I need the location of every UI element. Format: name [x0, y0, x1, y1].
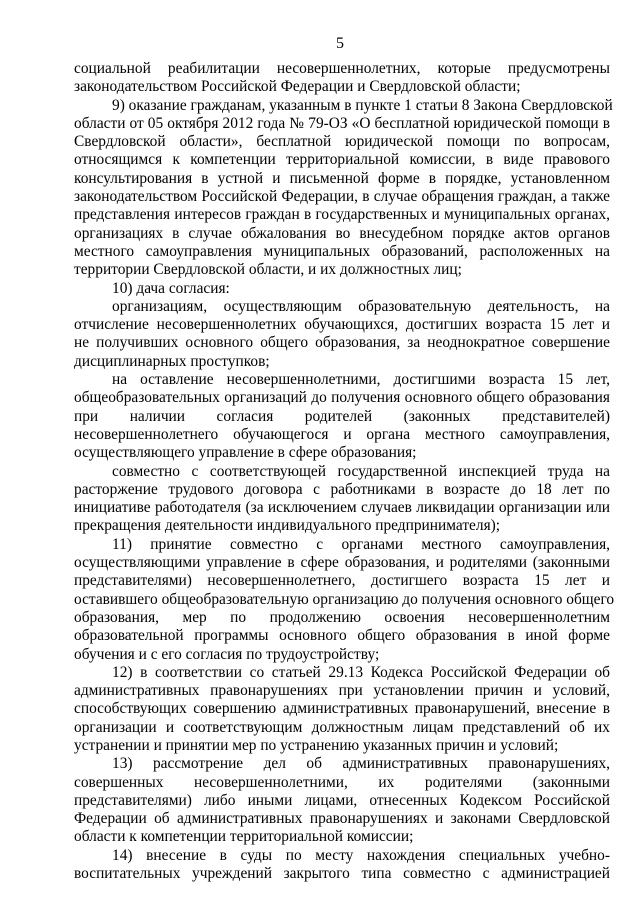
text-line: осуществляющего управление в сфере образования;	[74, 444, 417, 462]
text-line: местного самоуправления муниципальных образований, расположенных на	[74, 242, 610, 260]
text-line: области от 05 октября 2012 года № 79-ОЗ «О бесплатной юридической помощи в	[74, 114, 610, 132]
text-line: устранении и принятии мер по устранению указанных причин и условий;	[74, 736, 559, 754]
text-line: представителями) несовершеннолетнего, достигшего возраста 15 лет и	[74, 572, 610, 590]
text-line: 9) оказание гражданам, указанным в пункте 1 статьи 8 Закона Свердловской	[112, 96, 613, 114]
text-line: несовершеннолетнего обучающегося и органа местного самоуправления,	[74, 425, 610, 443]
text-line: при наличии согласия родителей (законных представителей)	[74, 407, 610, 425]
text-line: совершенных несовершеннолетними, их родителями (законными	[74, 773, 610, 791]
text-line: относящимся к компетенции территориальной комиссии, в виде правового	[74, 151, 610, 169]
text-line: административных правонарушениях при установлении причин и условий,	[74, 682, 610, 700]
text-line: осуществляющими управление в сфере образования, и родителями (законными	[74, 554, 610, 572]
text-line: совместно с соответствующей государственной инспекцией труда на	[112, 462, 610, 480]
text-line: прекращения деятельности индивидуального предпринимателя);	[74, 517, 501, 535]
text-line: обучения и с его согласия по трудоустройству;	[74, 645, 380, 663]
page-number: 5	[336, 35, 344, 52]
text-line: расторжение трудового договора с работниками в возрасте до 18 лет по	[74, 480, 610, 498]
text-line: социальной реабилитации несовершеннолетних, которые предусмотрены	[74, 60, 610, 77]
text-line: 12) в соответствии со статьей 29.13 Кодекса Российской Федерации об	[112, 663, 610, 681]
text-line: дисциплинарных проступков;	[74, 352, 270, 370]
text-line: оставившего общеобразовательную организацию до получения основного общего	[74, 590, 615, 608]
text-line: 14) внесение в суды по месту нахождения специальных учебно-	[112, 846, 610, 864]
document-body	[74, 60, 615, 883]
text-line: 10) дача согласия:	[112, 279, 230, 297]
text-line: общеобразовательных организаций до получения основного общего образования	[74, 389, 610, 407]
text-line: образовательной программы основного общего образования в иной форме	[74, 627, 610, 645]
text-line: законодательством Российской Федерации и Свердловской области;	[74, 78, 521, 96]
text-line: организациям, осуществляющим образовательную деятельность, на	[112, 297, 610, 315]
text-line: представления интересов граждан в государственных и муниципальных органах,	[74, 206, 610, 224]
text-line: организациях в случае обжалования во внесудебном порядке актов органов	[74, 224, 610, 242]
text-line: территории Свердловской области, и их должностных лиц;	[74, 261, 462, 279]
text-line: способствующих совершению административных правонарушений, внесение в	[74, 700, 610, 718]
text-line: законодательством Российской Федерации, в случае обращения граждан, а также	[74, 188, 610, 206]
text-line: не получивших основного общего образования, за неоднократное совершение	[74, 334, 610, 352]
text-line: представителями) либо иными лицами, отнесенных Кодексом Российской	[74, 791, 610, 809]
text-line: Федерации об административных правонарушениях и законами Свердловской	[74, 810, 610, 828]
text-line: 11) принятие совместно с органами местного самоуправления,	[112, 535, 610, 553]
text-line: воспитательных учреждений закрытого типа совместно с администрацией	[74, 865, 610, 883]
text-line: на оставление несовершеннолетними, достигшими возраста 15 лет,	[112, 371, 610, 389]
text-line: области к компетенции территориальной комиссии;	[74, 828, 414, 846]
text-line: образования, мер по продолжению освоения несовершеннолетним	[74, 608, 610, 626]
text-line: 13) рассмотрение дел об административных правонарушениях,	[112, 755, 610, 773]
text-line: Свердловской области», бесплатной юридической помощи по вопросам,	[74, 133, 610, 151]
text-line: инициативе работодателя (за исключением случаев ликвидации организации или	[74, 499, 610, 517]
text-line: организации и соответствующим должностным лицам представлений об их	[74, 718, 610, 736]
text-line: отчисление несовершеннолетних обучающихся, достигших возраста 15 лет и	[74, 316, 610, 334]
text-line: консультирования в устной и письменной форме в порядке, установленном	[74, 169, 610, 187]
